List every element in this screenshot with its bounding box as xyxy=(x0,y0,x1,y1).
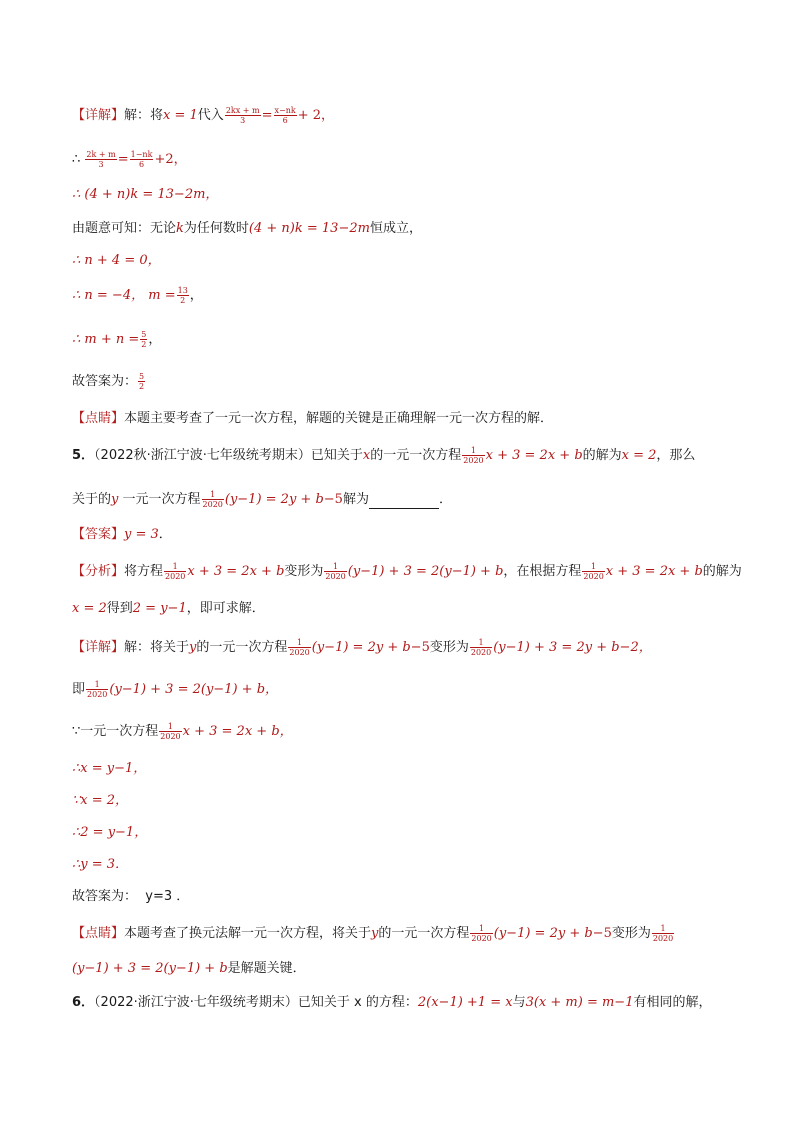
tag-comment: 【点睛】 xyxy=(72,926,125,941)
fraction: $\frac{1}{2020}$ xyxy=(289,638,310,657)
p4-detail-line-3: ∴ (4 + n)k = 13−2m， xyxy=(72,187,219,202)
fraction: $\frac{1}{2020}$ xyxy=(160,722,181,741)
p4-detail-line-2: ∴ $\frac{2k + m}{3}$ = $\frac{1-nk}{6}$ +2， xyxy=(72,150,187,169)
q5-answer: 【答案】y = 3． xyxy=(72,527,172,542)
q6-question-line-1: 6．（2022·浙江宁波·七年级统考期末）已知关于 x 的方程：2(x−1) +1 = x与3(x + m) = m−1有相同的解， xyxy=(72,995,712,1010)
question-number: 5． xyxy=(72,448,95,463)
fraction: $\frac{1}{2020}$ xyxy=(202,490,223,509)
fraction: $\frac{1-nk}{6}$ xyxy=(130,150,153,169)
p4-detail-line-7: ∴ m + n = $\frac{5}{2}$ ， xyxy=(72,330,162,349)
fraction: $\frac{1}{2020}$ xyxy=(652,924,674,943)
tag-answer: 【答案】 xyxy=(72,527,125,542)
fraction: $\frac{1}{2020}$ xyxy=(325,562,346,581)
q5-detail-line-6: ∴2 = y−1， xyxy=(72,825,148,840)
p4-detail-line-1: 【详解】解：将x = 1代入 $\frac{2kx + m}{3}$ = $\frac{x-nk}{6}$ + 2， xyxy=(72,106,335,125)
tag-analysis: 【分析】 xyxy=(72,564,125,579)
p4-detail-line-5: ∴ n + 4 = 0， xyxy=(72,253,161,268)
q5-comment-line-1: 【点睛】本题考查了换元法解一元一次方程，将关于y的一元一次方程 $\frac{1}{2020}$ (y−1) = 2y + b−5变形为 $\frac{1}{2020}$ xyxy=(72,924,674,943)
q5-final-answer: 故答案为： y=3 ． xyxy=(72,889,190,904)
question-number: 6． xyxy=(72,995,95,1010)
tag-comment: 【点睛】 xyxy=(72,411,125,426)
p4-answer-line: 故答案为： $\frac{5}{2}$ xyxy=(72,372,145,391)
fraction: $\frac{1}{2020}$ xyxy=(471,924,492,943)
fraction: $\frac{x-nk}{6}$ xyxy=(274,106,296,125)
fraction: $\frac{1}{2020}$ xyxy=(165,562,186,581)
fraction: $\frac{1}{2020}$ xyxy=(463,446,484,465)
fraction: $\frac{1}{2020}$ xyxy=(87,680,108,699)
fraction: $\frac{5}{2}$ xyxy=(139,372,145,391)
q5-question-line-2: 关于的y 一元一次方程 $\frac{1}{2020}$ (y−1) = 2y + b−5解为 ． xyxy=(72,490,452,509)
p4-detail-line-4: 由题意可知：无论k为任何数时(4 + n)k = 13−2m恒成立， xyxy=(72,221,422,236)
fraction: $\frac{5}{2}$ xyxy=(141,330,147,349)
p4-detail-line-6: ∴ n = −4， m = $\frac{13}{2}$ ， xyxy=(72,286,203,305)
q5-detail-line-3: ∵一元一次方程 $\frac{1}{2020}$ x + 3 = 2x + b， xyxy=(72,722,293,741)
p4-comment: 【点睛】本题主要考查了一元一次方程，解题的关键是正确理解一元一次方程的解． xyxy=(72,411,554,426)
fraction: $\frac{2kx + m}{3}$ xyxy=(225,106,260,125)
tag-detail: 【详解】 xyxy=(72,108,125,123)
tag-detail: 【详解】 xyxy=(72,640,125,655)
q5-analysis-line-1: 【分析】将方程 $\frac{1}{2020}$ x + 3 = 2x + b变形为 $\frac{1}{2020}$ (y−1) + 3 = 2(y−1) + b，在根据方程 $\frac{1}{2020}$ x + 3 = 2x + b的解为 xyxy=(72,562,742,581)
fraction: $\frac{13}{2}$ xyxy=(177,286,188,305)
fraction: $\frac{2k + m}{3}$ xyxy=(86,150,116,169)
fraction: $\frac{1}{2020}$ xyxy=(583,562,604,581)
answer-blank xyxy=(369,496,439,509)
q5-detail-line-1: 【详解】解：将关于y的一元一次方程 $\frac{1}{2020}$ (y−1) = 2y + b−5变形为 $\frac{1}{2020}$ (y−1) + 3 = 2y + b−2， xyxy=(72,638,652,657)
fraction: $\frac{1}{2020}$ xyxy=(470,638,492,657)
q5-detail-line-5: ∵x = 2， xyxy=(72,793,129,808)
q5-detail-line-2: 即 $\frac{1}{2020}$ (y−1) + 3 = 2(y−1) + b， xyxy=(72,680,279,699)
q5-question-line-1: 5．（2022秋·浙江宁波·七年级统考期末）已知关于x的一元一次方程 $\frac{1}{2020}$ x + 3 = 2x + b的解为x = 2，那么 xyxy=(72,446,696,465)
q5-comment-line-2: (y−1) + 3 = 2(y−1) + b是解题关键． xyxy=(72,961,306,976)
q5-detail-line-4: ∴x = y−1， xyxy=(72,761,147,776)
q5-analysis-line-2: x = 2得到2 = y−1，即可求解． xyxy=(72,601,265,616)
q5-detail-line-7: ∴y = 3． xyxy=(72,857,129,872)
